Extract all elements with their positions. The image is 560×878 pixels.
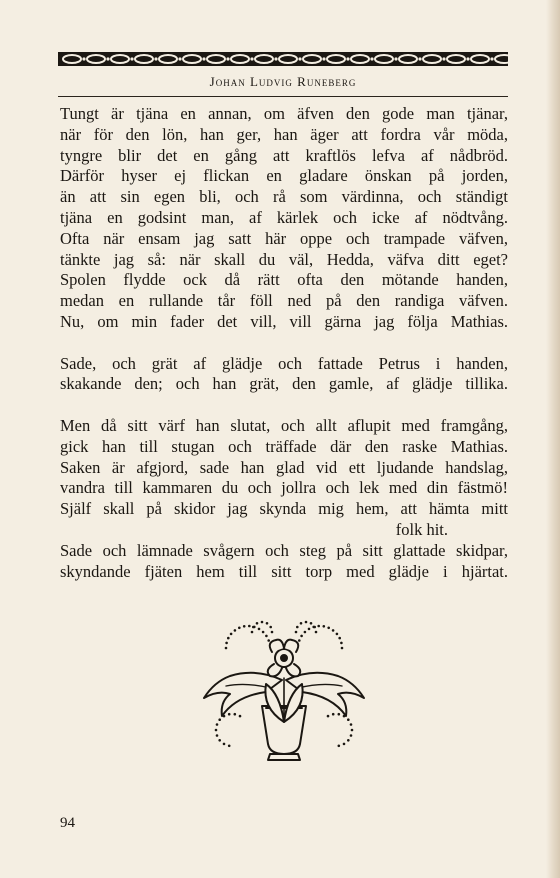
paragraph bbox=[60, 416, 508, 582]
text-line: medan en rullande tår föll ned på den randiga väfven. bbox=[60, 291, 508, 311]
text-line: skakande den; och han grät, den gamle, af glädje tillika. bbox=[60, 374, 508, 394]
text-line: Saken är afgjord, sade han glad vid ett ljudande handslag, bbox=[60, 457, 508, 477]
text-line: Spolen flydde ock då rätt ofta den mötande handen, bbox=[60, 270, 508, 290]
text-line: Själf skall på skidor jag skynda mig hem, att hämta mitt bbox=[60, 499, 508, 519]
page-edge-shadow bbox=[546, 0, 560, 878]
page-number: 94 bbox=[60, 815, 75, 831]
header-chain-ornament bbox=[58, 50, 508, 68]
text-line: gick han till stugan och träffade där den raske Mathias. bbox=[60, 436, 508, 456]
text-line: än att sin egen bli, och rå som värdinna, och ständigt bbox=[60, 187, 508, 207]
text-line: vandra till kammaren du och jollra och lek med din fästmö! bbox=[60, 478, 508, 498]
text-line: Men då sitt värf han slutat, och allt aflupit med framgång, bbox=[60, 415, 508, 435]
text-line: tjäna en godsint man, af kärlek och icke af nödtvång. bbox=[60, 207, 508, 227]
stanza-gap bbox=[60, 395, 508, 416]
running-head: Johan Ludvig Runeberg bbox=[209, 74, 357, 89]
text-line: Nu, om min fader det vill, vill gärna jag följa Mathias. bbox=[60, 311, 508, 331]
text-line: Därför hyser ej flickan en gladare önskan på jorden, bbox=[60, 166, 508, 186]
text-line: tänkte jag så: när skall du väl, Hedda, väfva ditt eget? bbox=[60, 249, 508, 269]
text-line-turnover: folk hit. bbox=[395, 519, 448, 539]
paragraph bbox=[60, 104, 508, 333]
poem-text bbox=[60, 104, 508, 582]
header-rule bbox=[58, 96, 508, 97]
text-line: tyngre blir det en gång att kraftlös lefva af nådbröd. bbox=[60, 145, 508, 165]
text-line: Sade och lämnade svågern och steg på sitt glattade skidpar, bbox=[60, 540, 508, 560]
text-line: skyndande fjäten hem till sitt torp med glädje i hjärtat. bbox=[60, 561, 508, 581]
stanza-gap bbox=[60, 333, 508, 354]
paragraph bbox=[60, 354, 508, 396]
text-line: när för den lön, han ger, han äger att fordra vår möda, bbox=[60, 124, 508, 144]
text-line: Tungt är tjäna en annan, om äfven den gode man tjänar, bbox=[60, 104, 508, 123]
text-line: Sade, och grät af glädje och fattade Petrus i handen, bbox=[60, 353, 508, 373]
text-line: Ofta när ensam jag satt här oppe och trampade väfven, bbox=[60, 228, 508, 248]
urn-flower-vignette bbox=[196, 612, 372, 772]
